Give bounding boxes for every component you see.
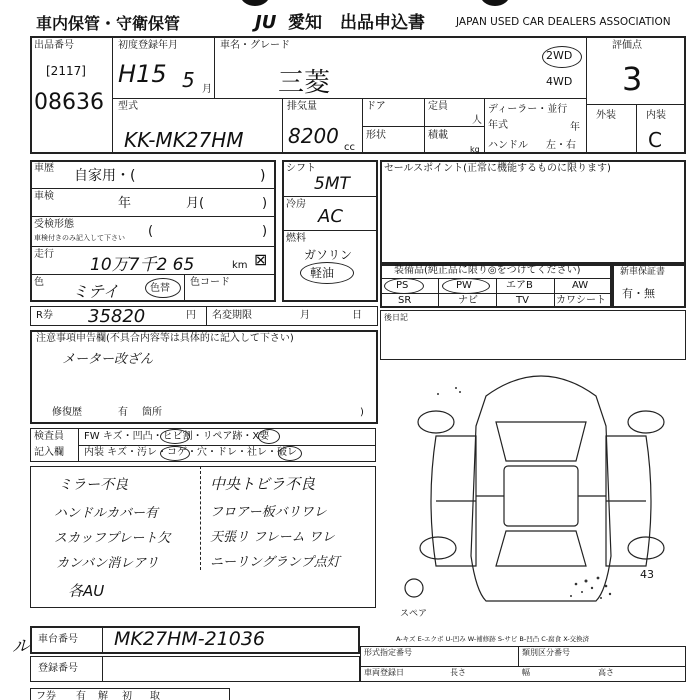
sales-point-block xyxy=(380,160,686,264)
handle-options: 左・右 xyxy=(546,140,576,151)
first-reg-month-unit: 月 xyxy=(202,84,212,95)
damage-speckles xyxy=(437,387,611,599)
association-name: JAPAN USED CAR DEALERS ASSOCIATION xyxy=(456,16,671,28)
remark-right-1: 中央トビラ不良 xyxy=(210,475,316,493)
bottom-mark: ル xyxy=(12,636,30,657)
drive-4wd: 4WD xyxy=(546,75,573,88)
remark-right-4: ニーリングランプ点灯 xyxy=(210,555,340,570)
bottom-item-3: 解 xyxy=(98,691,108,700)
handle-label: ハンドル xyxy=(488,140,528,151)
mileage-unit: km xyxy=(232,260,248,271)
remark-right-2: フロアー板バリワレ xyxy=(210,505,327,520)
width-label: 幅 xyxy=(522,668,530,677)
reg-date-label: 車両登録日 xyxy=(364,668,404,677)
load-label: 積載 xyxy=(428,130,448,141)
inspection-month: 月( xyxy=(186,196,205,211)
warranty-options: 有・無 xyxy=(622,287,655,300)
mileage-mark: ⊠ xyxy=(254,250,268,269)
notes-line1: メーター改ざん xyxy=(62,352,154,367)
name-change-day: 日 xyxy=(352,310,362,321)
exterior-label: 外装 xyxy=(596,110,616,121)
capacity-unit: 人 xyxy=(472,115,482,126)
notes-label: 注意事項申告欄(不具合内容等は具体的に記入して下さい) xyxy=(36,333,294,344)
fuel-diesel: 軽油 xyxy=(310,266,335,280)
repair-place: 箇所 xyxy=(142,407,162,418)
sales-point-label: セールスポイント(正常に機能するものに限ります) xyxy=(384,163,611,174)
remark-right-3: 天張リ フレーム ワレ xyxy=(210,530,335,545)
acceptance-note: 車検付きのみ記入して下さい xyxy=(34,234,125,242)
color-value: ミテイ xyxy=(72,282,119,301)
acceptance-label: 受検形態 xyxy=(34,219,74,230)
car-windshield xyxy=(496,422,586,461)
inspection-label: 車検 xyxy=(34,191,54,202)
inspector-circle-1 xyxy=(160,429,190,444)
lot-subnumber: [2117] xyxy=(46,64,86,78)
lot-number: 08636 xyxy=(34,90,104,115)
equip-airbag: エアB xyxy=(506,280,533,291)
bottom-item-5: 取 xyxy=(150,691,160,700)
inspector-circle-4 xyxy=(278,446,302,461)
repair-close: ) xyxy=(360,407,364,418)
class-number-label: 類別区分番号 xyxy=(522,648,570,657)
form-name: 出品申込書 xyxy=(340,13,425,33)
equip-navi: ナビ xyxy=(458,295,478,306)
inspection-year: 年 xyxy=(118,196,132,211)
displacement-value: 8200 xyxy=(288,124,339,148)
brand-name: 愛知 xyxy=(288,13,322,33)
aircon-label: 冷房 xyxy=(286,199,306,210)
storage-title-box xyxy=(30,12,216,36)
bottom-item-4: 初 xyxy=(122,691,132,700)
displacement-unit: cc xyxy=(344,142,355,153)
car-roof xyxy=(504,466,578,526)
fuel-label: 燃料 xyxy=(286,233,306,244)
mileage-label: 走行 xyxy=(34,249,54,260)
chassis-label: 車台番号 xyxy=(38,634,78,645)
memo-block xyxy=(380,310,686,360)
remark-left-3: スカッフプレート欠 xyxy=(54,531,171,546)
inspection-close: ) xyxy=(262,196,268,211)
aircon-value: AC xyxy=(318,206,343,227)
diagram-legend: A-キズ E-エクボ U-凹み W-補修跡 S-サビ B-凹凸 C-腐食 X-交換済 xyxy=(396,635,590,643)
remark-left-1: ミラー不良 xyxy=(58,477,128,493)
displacement-label: 排気量 xyxy=(287,101,317,112)
equip-tv: TV xyxy=(516,295,529,306)
drive-2wd: 2WD xyxy=(546,49,573,62)
repair-label: 修復歴 xyxy=(52,407,82,418)
header-arc-decoration-2 xyxy=(480,0,510,6)
memo-label: 後日記 xyxy=(384,313,408,322)
wheel-front-right xyxy=(628,411,664,433)
interior-value: C xyxy=(648,128,662,152)
acceptance-paren: ( xyxy=(148,224,154,239)
shift-value: 5MT xyxy=(314,174,350,194)
car-name-value: 三菱 xyxy=(278,68,331,98)
first-reg-year: H15 xyxy=(118,60,167,88)
inspector-label-1: 検査員 xyxy=(34,431,64,442)
repair-value: 有 xyxy=(118,407,128,418)
bottom-item-1: フ券 xyxy=(36,691,56,700)
recycle-value: 35820 xyxy=(88,306,146,327)
history-value: 自家用・( xyxy=(74,168,136,184)
door-label: ドア xyxy=(366,101,386,112)
equipment-label: 装備品(純正品に限り◎をつけてください) xyxy=(394,265,581,276)
equip-ps: PS xyxy=(396,280,409,291)
inspector-row2: 内装 キズ・汚レ・コゲ・穴・ドレ・社レ・破レ xyxy=(84,447,297,458)
fuel-gasoline: ガソリン xyxy=(304,248,353,262)
remark-left-4: カンバン消レアリ xyxy=(56,556,159,571)
shift-label: シフト xyxy=(286,163,316,174)
mileage-value: 10万7千2 65 xyxy=(90,255,195,275)
inspector-circle-3 xyxy=(258,429,280,444)
rating-label: 評価点 xyxy=(612,40,642,51)
model-value: KK-MK27HM xyxy=(124,128,244,152)
first-reg-label: 初度登録年月 xyxy=(118,40,178,51)
bottom-item-2: 有 xyxy=(76,691,86,700)
storage-title: 車内保管・守衛保管 xyxy=(36,14,181,33)
registration-block xyxy=(30,656,360,682)
recycle-unit: 円 xyxy=(186,310,196,321)
history-label: 車歴 xyxy=(34,163,54,174)
spare-wheel xyxy=(405,579,423,597)
remark-left-5: 各AU xyxy=(68,582,105,600)
diagram-number: 43 xyxy=(640,568,654,581)
car-name-label: 車名・グレード xyxy=(220,40,290,51)
spec-number-label: 形式指定番号 xyxy=(364,648,412,657)
color-change: 色替 xyxy=(150,283,170,294)
color-code-label: 色コード xyxy=(190,277,230,288)
rating-value: 3 xyxy=(622,60,643,98)
wheel-rear-right xyxy=(628,537,664,559)
wheel-front-left xyxy=(418,411,454,433)
equip-sr: SR xyxy=(398,295,412,306)
model-label: 型式 xyxy=(118,101,138,112)
inspector-row1: FW キズ・凹凸・ヒビ割・リペア跡・X要 xyxy=(84,431,270,442)
height-label: 高さ xyxy=(598,668,614,677)
recycle-block xyxy=(30,306,378,326)
length-label: 長さ xyxy=(450,668,466,677)
spare-label: スペア xyxy=(400,609,428,619)
color-label: 色 xyxy=(34,277,44,288)
remark-left-2: ハンドルカバー有 xyxy=(54,506,159,521)
wheel-rear-left xyxy=(420,537,456,559)
lot-label: 出品番号 xyxy=(34,40,74,51)
interior-label: 内装 xyxy=(646,110,666,121)
car-rear-window xyxy=(496,531,586,566)
capacity-label: 定員 xyxy=(428,101,448,112)
registration-label: 登録番号 xyxy=(38,663,78,674)
shape-label: 形状 xyxy=(366,130,386,141)
recycle-label: R券 xyxy=(36,310,53,321)
acceptance-close: ) xyxy=(262,224,268,239)
equip-leather: カワシート xyxy=(556,295,606,306)
warranty-label: 新車保証書 xyxy=(620,267,666,277)
equip-pw: PW xyxy=(456,280,472,291)
dealer-label: ディーラー・並行 xyxy=(488,104,568,115)
name-change-label: 名変期限 xyxy=(212,310,252,321)
history-close: ) xyxy=(260,168,266,184)
inspector-label-2: 記入欄 xyxy=(34,447,64,458)
equip-aw: AW xyxy=(572,280,589,291)
header-arc-decoration xyxy=(240,0,270,6)
inspector-circle-2 xyxy=(160,446,190,461)
car-body-outline xyxy=(471,376,611,601)
chassis-value: MK27HM-21036 xyxy=(114,628,266,650)
name-change-month: 月 xyxy=(300,310,310,321)
ju-logo: JU xyxy=(255,12,277,33)
load-unit: kg xyxy=(470,145,480,154)
first-reg-month: 5 xyxy=(182,68,195,92)
year-unit: 年 xyxy=(570,122,580,133)
year-label: 年式 xyxy=(488,120,508,131)
